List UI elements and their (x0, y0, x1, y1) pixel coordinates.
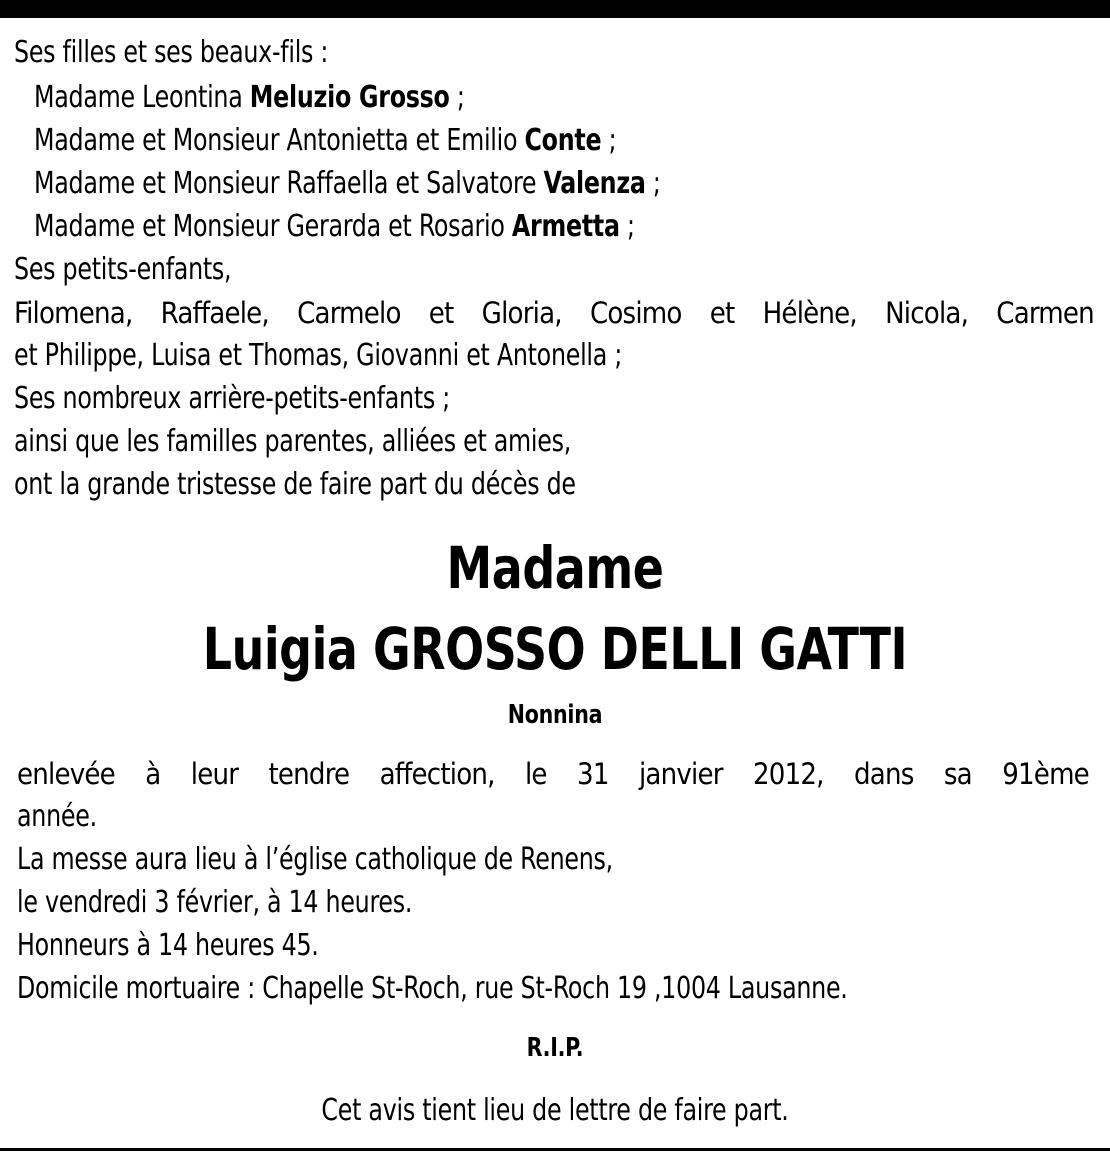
relatives-line: ainsi que les familles parentes, alliées et amies, (14, 424, 572, 459)
honours-line: Honneurs à 14 heures 45. (17, 928, 319, 963)
closing-note: Cet avis tient lieu de lettre de faire part. (321, 1093, 789, 1128)
couple-line: Madame et Monsieur Gerarda et Rosario Armetta ; (34, 209, 635, 244)
couple-line: Madame Leontina Meluzio Grosso ; (34, 80, 465, 115)
grandchildren-heading: Ses petits-enfants, (14, 252, 232, 287)
mass-line: La messe aura lieu à l’église catholique de Renens, (17, 842, 613, 877)
details-line-1: enlevée à leur tendre affection, le 31 janvier 2012, dans sa 91ème (17, 757, 1089, 791)
grandchildren-line-2: et Philippe, Luisa et Thomas, Giovanni et Antonella ; (14, 338, 623, 373)
domicile-line: Domicile mortuaire : Chapelle St-Roch, rue St-Roch 19 ,1004 Lausanne. (17, 971, 848, 1006)
bottom-rule (0, 1148, 1110, 1151)
announcement-line: ont la grande tristesse de faire part du décès de (14, 467, 576, 502)
deceased-name: Luigia GROSSO DELLI GATTI (202, 615, 908, 683)
rip-line: R.I.P. (526, 1033, 584, 1063)
couple-surname: Conte (524, 123, 602, 158)
details-line-2: année. (17, 799, 97, 834)
daughters-heading: Ses filles et ses beaux-fils : (14, 35, 329, 70)
deceased-nickname: Nonnina (507, 700, 603, 730)
deceased-title: Madame (446, 534, 664, 602)
couple-line: Madame et Monsieur Raffaella et Salvatore Valenza ; (34, 166, 661, 201)
couple-surname: Valenza (543, 166, 646, 201)
top-rule (0, 0, 1110, 18)
date-line: le vendredi 3 février, à 14 heures. (17, 885, 413, 920)
couple-surname: Armetta (511, 209, 620, 244)
couple-line: Madame et Monsieur Antonietta et Emilio Conte ; (34, 123, 617, 158)
great-grandchildren: Ses nombreux arrière-petits-enfants ; (14, 381, 451, 416)
grandchildren-line-1: Filomena, Raffaele, Carmelo et Gloria, Cosimo et Hélène, Nicola, Carmen (14, 296, 1094, 330)
couple-surname: Meluzio Grosso (249, 80, 450, 115)
